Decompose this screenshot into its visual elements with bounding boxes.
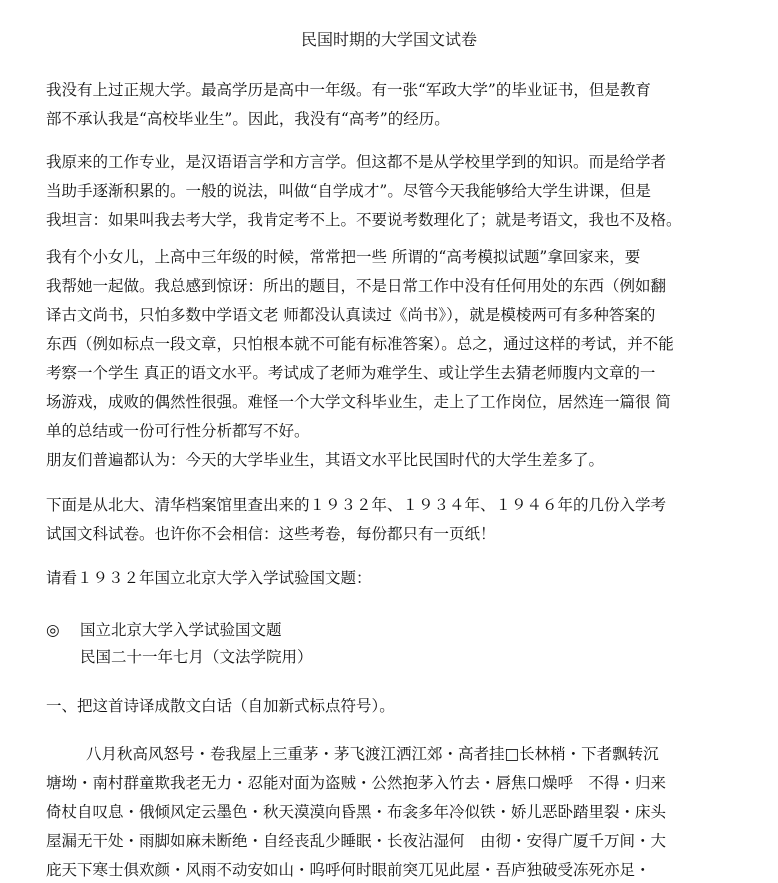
paragraph-line: 下面是从北大、清华档案馆里查出来的１９３２年、１９３４年、１９４６年的几份入学考 bbox=[46, 496, 667, 514]
paragraph-line: 我原来的工作专业，是汉语语言学和方言学。但这都不是从学校里学到的知识。而是给学者 bbox=[46, 153, 667, 171]
paragraph-line: 我帮她一起做。我总感到惊讶：所出的题目，不是日常工作中没有任何用处的东西（例如翻 bbox=[46, 277, 667, 295]
paragraph-line: 我没有上过正规大学。最高学历是高中一年级。有一张“军政大学”的毕业证书，但是教育 bbox=[46, 81, 651, 99]
paragraph-line: 译古文尚书，只怕多数中学语文老 师都没认真读过《尚书》），就是模棱两可有多种答案的 bbox=[46, 306, 656, 324]
poem-text bbox=[46, 740, 746, 883]
paragraph-line: 东西（例如标点一段文章，只怕根本就不可能有标准答案）。总之，通过这样的考试，并不能 bbox=[46, 335, 674, 353]
exam-header bbox=[46, 617, 313, 671]
paragraph-line: 试国文科试卷。也许你不会相信：这些考卷，每份都只有一页纸！ bbox=[46, 525, 496, 543]
paragraph-line: 请看１９３２年国立北京大学入学试验国文题： bbox=[46, 569, 372, 587]
poem-line: 屋漏无干处・雨脚如麻未断绝・自经丧乱少睡眠・长夜沾湿何 由彻・安得广厦千万间・大 bbox=[46, 832, 667, 850]
paragraph-intro-1932 bbox=[46, 564, 736, 593]
paragraph-line: 场游戏，成败的偶然性很强。难怪一个大学文科毕业生，走上了工作岗位，居然连一篇很 简 bbox=[46, 393, 671, 411]
poem-line: 倚杖自叹息・俄倾风定云墨色・秋天漠漠向昏黑・布衾多年冷似铁・娇儿恶卧踏里裂・床头 bbox=[46, 803, 667, 821]
question-1: 一、把这首诗译成散文白话（自加新式标点符号）。 bbox=[46, 697, 395, 715]
paragraph-education bbox=[46, 76, 736, 134]
poem-line: 塘坳・南村群童欺我老无力・忍能对面为盗贼・公然抱茅入竹去・唇焦口燥呼 不得・归来 bbox=[46, 774, 667, 792]
paragraph-friends bbox=[46, 446, 736, 475]
paragraph-line: 我有个小女儿，上高中三年级的时候，常常把一些 所谓的“高考模拟试题”拿回家来，要 bbox=[46, 248, 641, 266]
bullet-icon: ◎ bbox=[46, 621, 60, 639]
exam-name: 国立北京大学入学试验国文题 bbox=[80, 621, 282, 639]
paragraph-line: 朋友们普遍都认为：今天的大学毕业生，其语文水平比民国时代的大学生差多了。 bbox=[46, 451, 605, 469]
poem-line: 庇天下寒士俱欢颜・风雨不动安如山・呜呼何时眼前突兀见此屋・吾庐独破受冻死亦足・ bbox=[46, 861, 651, 879]
paragraph-profession bbox=[46, 148, 736, 235]
paragraph-line: 考察一个学生 真正的语文水平。考试成了老师为难学生、或让学生去猜老师腹内文章的一 bbox=[46, 364, 656, 382]
paragraph-line: 单的总结或一份可行性分析都写不好。 bbox=[46, 422, 310, 440]
poem-line: 八月秋高风怒号・卷我屋上三重茅・茅飞渡江洒江郊・高者挂□长林梢・下者飘转沉 bbox=[86, 745, 659, 763]
document-title: 民国时期的大学国文试卷 bbox=[300, 30, 477, 49]
paragraph-line: 部不承认我是“高校毕业生”。因此，我没有“高考”的经历。 bbox=[46, 110, 450, 128]
paragraph-line: 当助手逐渐积累的。一般的说法，叫做“自学成才”。尽管今天我能够给大学生讲课，但是 bbox=[46, 182, 651, 200]
paragraph-archives bbox=[46, 491, 736, 549]
paragraph-line: 我坦言：如果叫我去考大学，我肯定考不上。不要说考数理化了；就是考语文，我也不及格。 bbox=[46, 211, 682, 229]
paragraph-daughter bbox=[46, 243, 736, 446]
exam-date: 民国二十一年七月（文法学院用） bbox=[80, 648, 313, 666]
